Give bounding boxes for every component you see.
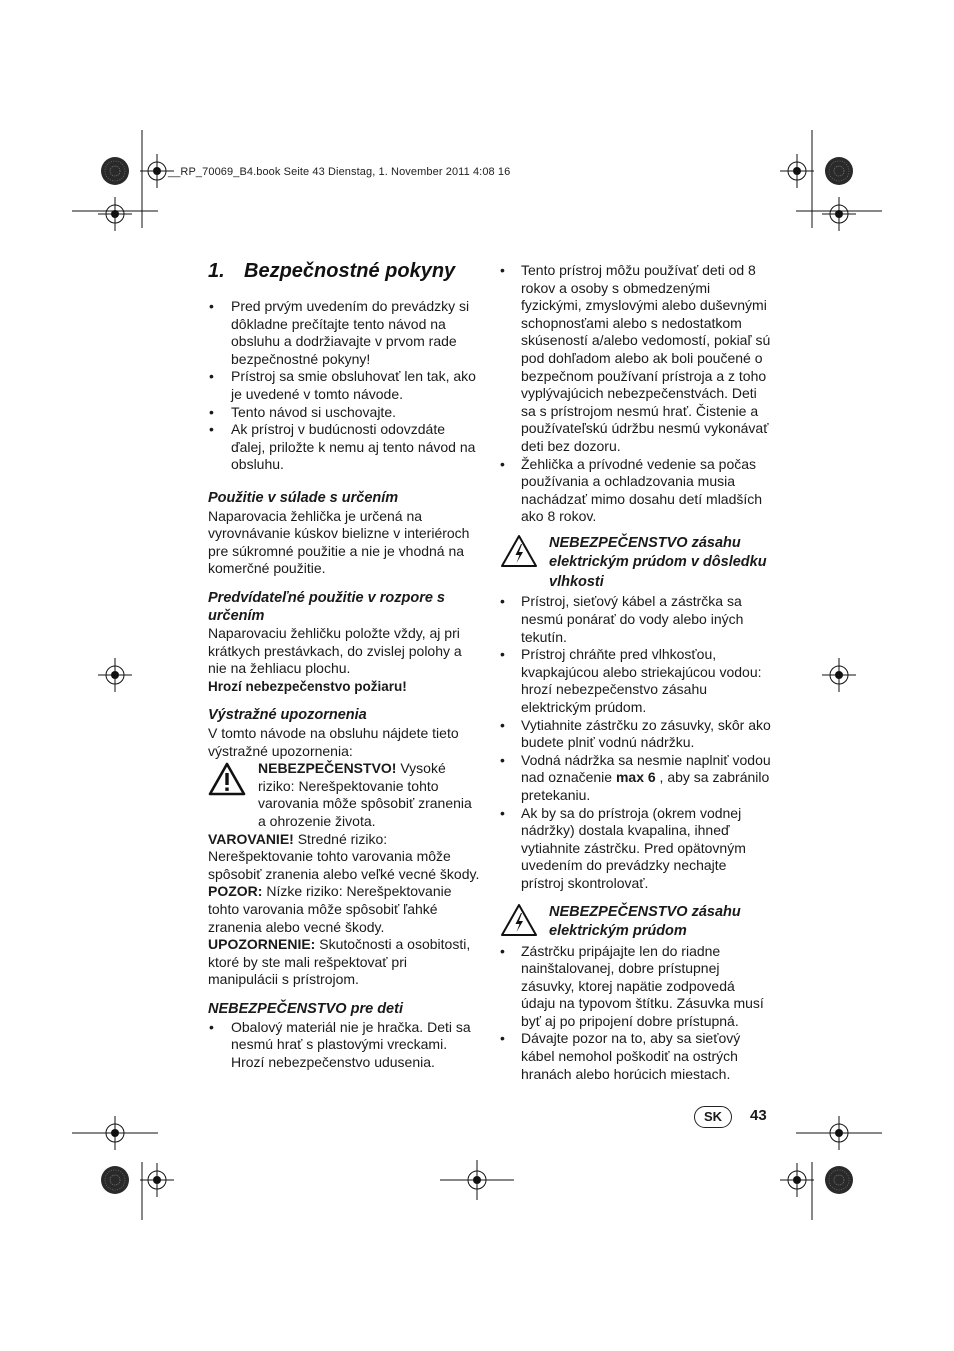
list-item: • Prístroj chráňte pred vlhkosťou, kvapkajúcou alebo striekajúcou vodou: hrozí nebezpečenstvo zásahu elektrickým prúdom. <box>500 646 772 716</box>
warning-text: Stredné riziko: Nerešpektovanie tohto varovania môže spôsobiť zranenia alebo veľké vecné škody. <box>208 830 480 882</box>
danger-label: NEBEZPEČENSTVO! <box>258 760 397 777</box>
intro-list <box>208 298 480 474</box>
list-item: • Žehlička a prívodné vedenie sa počas používania a ochladzovania musia nachádzať mimo dosahu detí mladších ako 8 rokov. <box>500 456 772 526</box>
list-item: • Ak prístroj v budúcnosti odovzdáte ďalej, priložte k nemu aj tento návod na obsluhu. <box>208 421 480 474</box>
list-item: • Ak by sa do prístroja (okrem vodnej nádržky) dostala kvapalina, ihneď vytiahnite zástrčku. Pred opätovným uvedením do prevádzky nechajte prístroj skontrolovať. <box>500 805 772 893</box>
list-item: • Tento prístroj môžu používať deti od 8 rokov a osoby s obmedzenými fyzickými, zmyslovými alebo duševnými schopnosťami alebo s nedostatkom skúseností a/alebo vedomostí, pokiaľ sú pod dohľadom alebo ak boli poučené o bezpečnom používaní prístroja a z toho vyplývajúcich nebezpečenstvách. Deti sa s prístrojom nesmú hrať. Čistenie a používateľskú údržbu nesmú vykonávať deti bez dozoru. <box>500 262 772 456</box>
intended-use-text: Naparovacia žehlička je určená na vyrovnávanie kúskov bielizne v interiéroch pre súkromné použitie a nie je vhodná na komerčné použitie. <box>208 507 470 577</box>
heading-electric-moisture: NEBEZPEČENSTVO zásahu elektrickým prúdom v dôsledku vlhkosti <box>549 534 767 590</box>
children-persons-list <box>500 262 772 526</box>
list-item: • Zástrčku pripájajte len do riadne nainštalovanej, dobre prístupnej zásuvky, ktorej napätie zodpovedá údaju na typovom štítku. Zásuvka musí byť aj po pripojení dobre prístupná. <box>500 943 772 1031</box>
electric-list <box>500 943 772 1084</box>
heading-intended-use: Použitie v súlade s určením <box>208 489 399 506</box>
danger-warning-box <box>208 760 480 830</box>
list-item: • Vytiahnite zástrčku zo zásuvky, skôr ako budete plniť vodnú nádržku. <box>500 717 772 752</box>
language-badge: SK <box>694 1106 732 1128</box>
caution-label: POZOR: <box>208 883 263 900</box>
fire-hazard-warning: Hrozí nebezpečenstvo požiaru! <box>208 678 407 694</box>
section-title <box>208 258 480 284</box>
children-list <box>208 1019 480 1072</box>
left-column <box>208 258 480 1071</box>
heading-warnings: Výstražné upozornenia <box>208 707 367 724</box>
electric-heading-box <box>500 903 772 942</box>
notice-text: Skutočnosti a osobitosti, ktoré by ste mali rešpektovať pri manipulácii s prístrojom. <box>208 936 471 988</box>
list-item: • Prístroj sa smie obsluhovať len tak, ako je uvedené v tomto návode. <box>208 368 480 403</box>
caution-text: Nízke riziko: Nerešpektovanie tohto varovania môže spôsobiť ľahké zranenia alebo vecné škody. <box>208 883 452 935</box>
heading-misuse: Predvídateľné použitie v rozpore s určením <box>208 589 445 624</box>
book-info-header: __RP_70069_B4.book Seite 43 Dienstag, 1. November 2011 4:08 16 <box>168 166 511 178</box>
moisture-list <box>500 593 772 892</box>
warnings-intro: V tomto návode na obsluhu nájdete tieto výstražné upozornenia: <box>208 725 459 759</box>
max-text-c: , aby sa zabránilo pretekaniu. <box>521 769 770 803</box>
heading-children: NEBEZPEČENSTVO pre deti <box>208 1000 403 1017</box>
electric-moisture-heading-box <box>500 534 772 593</box>
section-number: 1. <box>208 260 225 282</box>
list-item: • Dávajte pozor na to, aby sa sieťový kábel nemohol poškodiť na ostrých hranách alebo horúcich miestach. <box>500 1030 772 1083</box>
max-text-a: Vodná nádržka sa nesmie naplniť vodou nad označenie <box>521 751 771 786</box>
section-title-text: Bezpečnostné pokyny <box>244 260 456 282</box>
electric-hazard-icon <box>500 903 538 937</box>
notice-label: UPOZORNENIE: <box>208 936 316 953</box>
list-item: • Tento návod si uschovajte. <box>208 404 480 422</box>
heading-electric: NEBEZPEČENSTVO zásahu elektrickým prúdom <box>549 903 741 939</box>
danger-text: Vysoké riziko: Nerešpektovanie tohto varovania môže spôsobiť zranenia a ohrozenie života. <box>258 760 472 830</box>
electric-hazard-icon <box>500 534 538 568</box>
right-column <box>500 262 772 1083</box>
list-item <box>500 752 772 805</box>
list-item: • Pred prvým uvedením do prevádzky si dôkladne prečítajte tento návod na obsluhu a dodržiavajte v prvom rade bezpečnostné pokyny! <box>208 298 480 368</box>
warning-triangle-icon <box>208 762 246 796</box>
misuse-text: Naparovaciu žehličku položte vždy, aj pri krátkych prestávkach, do zvislej polohy a nie na žehliacu plochu. <box>208 625 462 677</box>
list-item: • Prístroj, sieťový kábel a zástrčka sa nesmú ponárať do vody alebo iných tekutín. <box>500 593 772 646</box>
warning-label: VAROVANIE! <box>208 830 294 847</box>
list-item: • Obalový materiál nie je hračka. Deti sa nesmú hrať s plastovými vreckami. Hrozí nebezpečenstvo udusenia. <box>208 1019 480 1072</box>
page-number: 43 <box>750 1107 767 1124</box>
max-label: max 6 <box>615 769 656 786</box>
